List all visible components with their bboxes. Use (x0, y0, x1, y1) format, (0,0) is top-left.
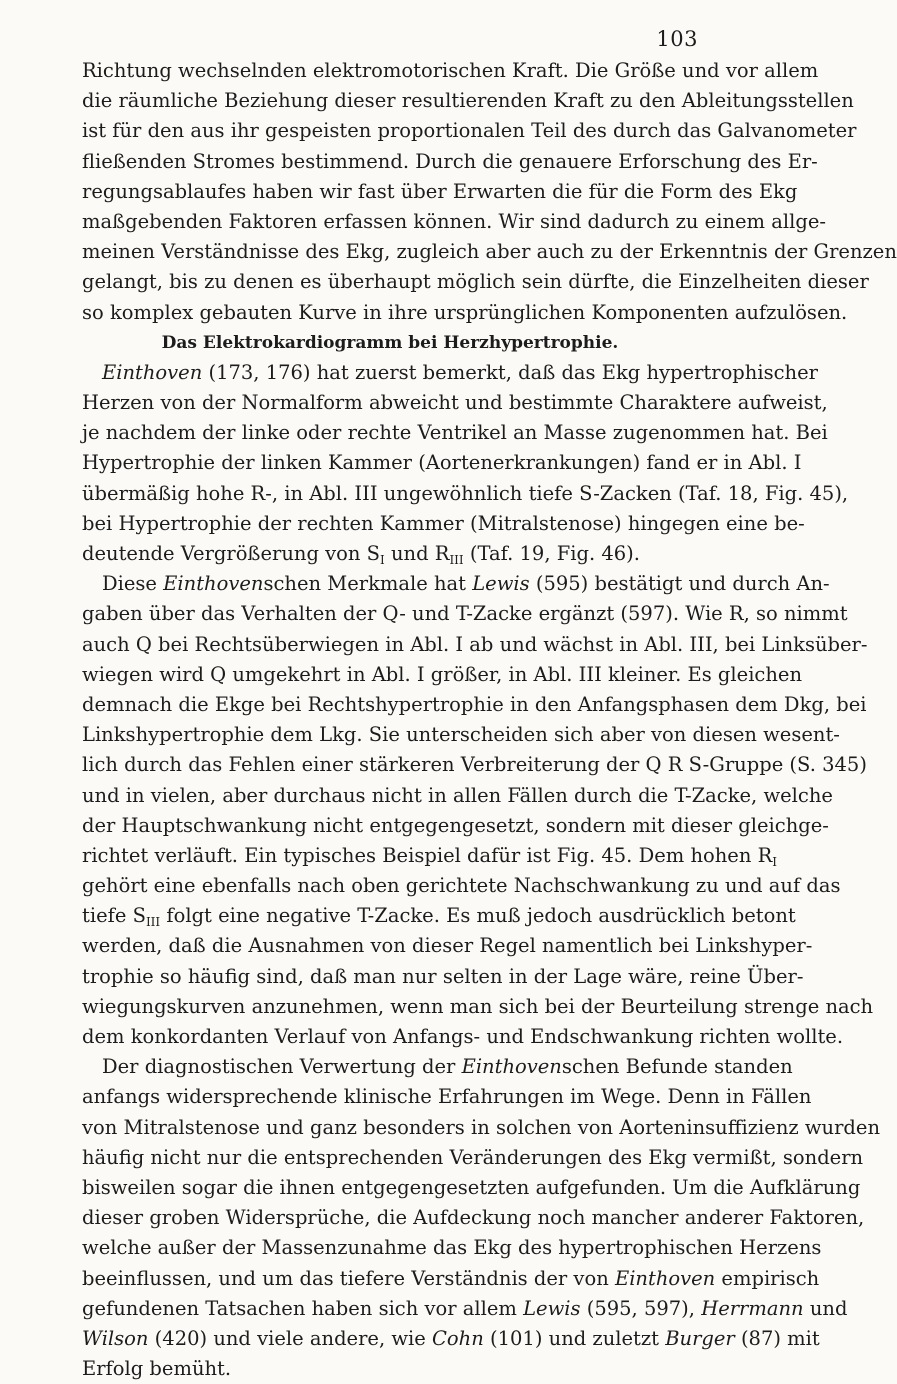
body-text (82, 56, 897, 1384)
text-line: bei Hypertrophie der rechten Kammer (Mitralstenose) hingegen eine be- (82, 511, 805, 535)
text-line: regungsablaufes haben wir fast über Erwarten die für die Form des Ekg (82, 179, 798, 203)
text-line: bisweilen sogar die ihnen entgegengesetzten aufgefunden. Um die Aufklärung (82, 1175, 861, 1199)
text-line: so komplex gebauten Kurve in ihre ursprünglichen Komponenten aufzulösen. (82, 300, 848, 324)
text-line: ist für den aus ihr gespeisten proportionalen Teil des durch das Galvanometer (82, 119, 857, 143)
text-line: Hypertrophie der linken Kammer (Aortenerkrankungen) fand er in Abl. I (82, 451, 802, 475)
section-heading: Das Elektrokardiogramm bei Herzhypertrophie. (161, 332, 619, 353)
text-line: Einthoven (173, 176) hat zuerst bemerkt, daß das Ekg hypertrophischer (102, 360, 818, 384)
text-line: häufig nicht nur die entsprechenden Veränderungen des Ekg vermißt, sondern (82, 1145, 864, 1169)
page-number: 103 (656, 27, 698, 51)
text-line: und in vielen, aber durchaus nicht in allen Fällen durch die T-Zacke, welche (82, 783, 833, 807)
text-line: wiegungskurven anzunehmen, wenn man sich bei der Beurteilung strenge nach (82, 994, 874, 1018)
text-line: Diese Einthovenschen Merkmale hat Lewis (595) bestätigt und durch An- (102, 572, 830, 596)
text-line: trophie so häufig sind, daß man nur selten in der Lage wäre, reine Über- (82, 964, 804, 988)
text-line: der Hauptschwankung nicht entgegengesetzt, sondern mit dieser gleichge- (82, 813, 829, 837)
text-line: Erfolg bemüht. (82, 1357, 232, 1381)
text-line: wiegen wird Q umgekehrt in Abl. I größer, in Abl. III kleiner. Es gleichen (82, 662, 803, 686)
text-line: tiefe $S_{III}$ folgt eine negative T-Zacke. Es muß jedoch ausdrücklich betont (82, 904, 796, 930)
text-line: dem konkordanten Verlauf von Anfangs- und Endschwankung richten wollte. (82, 1025, 844, 1048)
text-line: deutende Vergrößerung von $S_I$ und $R_{III}$ (Taf. 19, Fig. 46). (82, 542, 640, 567)
text-line: gefundenen Tatsachen haben sich vor allem Lewis (595, 597), Herrmann und (82, 1296, 848, 1320)
text-line: demnach die Ekge bei Rechtshypertrophie in den Anfangsphasen dem Dkg, bei (82, 692, 867, 716)
text-line: übermäßig hohe R-, in Abl. III ungewöhnlich tiefe S-Zacken (Taf. 18, Fig. 45), (82, 481, 849, 505)
text-line: welche außer der Massenzunahme das Ekg des hypertrophischen Herzens (82, 1236, 822, 1260)
text-line: Herzen von der Normalform abweicht und bestimmte Charaktere aufweist, (82, 391, 828, 415)
text-line: Richtung wechselnden elektromotorischen Kraft. Die Größe und vor allem (82, 59, 819, 82)
text-line: Wilson (420) und viele andere, wie Cohn (101) und zuletzt Burger (87) mit (82, 1326, 820, 1350)
text-line: dieser groben Widersprüche, die Aufdeckung noch mancher anderer Faktoren, (82, 1206, 865, 1230)
text-line: meinen Verständnisse des Ekg, zugleich aber auch zu der Erkenntnis der Grenzen (82, 240, 897, 264)
text-line: von Mitralstenose und ganz besonders in solchen von Aorteninsuffizienz wurden (82, 1115, 881, 1139)
text-line: Linkshypertrophie dem Lkg. Sie unterscheiden sich aber von diesen wesent- (82, 723, 840, 747)
text-line: fließenden Stromes bestimmend. Durch die genauere Erforschung des Er- (82, 149, 818, 173)
text-line: je nachdem der linke oder rechte Ventrikel an Masse zugenommen hat. Bei (82, 421, 828, 445)
text-line: beeinflussen, und um das tiefere Verständnis der von Einthoven empirisch (82, 1266, 820, 1290)
text-line: gaben über das Verhalten der Q- und T-Zacke ergänzt (597). Wie R, so nimmt (82, 602, 848, 626)
text-line: werden, daß die Ausnahmen von dieser Regel namentlich bei Linkshyper- (82, 934, 813, 958)
text-line: richtet verläuft. Ein typisches Beispiel dafür ist Fig. 45. Dem hohen $R_I$ (82, 843, 778, 869)
text-line: lich durch das Fehlen einer stärkeren Verbreiterung der Q R S-Gruppe (S. 345) (82, 753, 867, 777)
text-line: maßgebenden Faktoren erfassen können. Wir sind dadurch zu einem allge- (82, 209, 826, 233)
text-line: gehört eine ebenfalls nach oben gerichtete Nachschwankung zu und auf das (82, 874, 841, 898)
text-line: anfangs widersprechende klinische Erfahrungen im Wege. Denn in Fällen (82, 1085, 812, 1109)
text-line: auch Q bei Rechtsüberwiegen in Abl. I ab und wächst in Abl. III, bei Linksüber- (82, 632, 868, 656)
text-line: die räumliche Beziehung dieser resultierenden Kraft zu den Ableitungsstellen (82, 89, 854, 113)
text-line: gelangt, bis zu denen es überhaupt möglich sein dürfte, die Einzelheiten dieser (82, 270, 869, 294)
text-line: Der diagnostischen Verwertung der Einthovenschen Befunde standen (102, 1055, 793, 1079)
